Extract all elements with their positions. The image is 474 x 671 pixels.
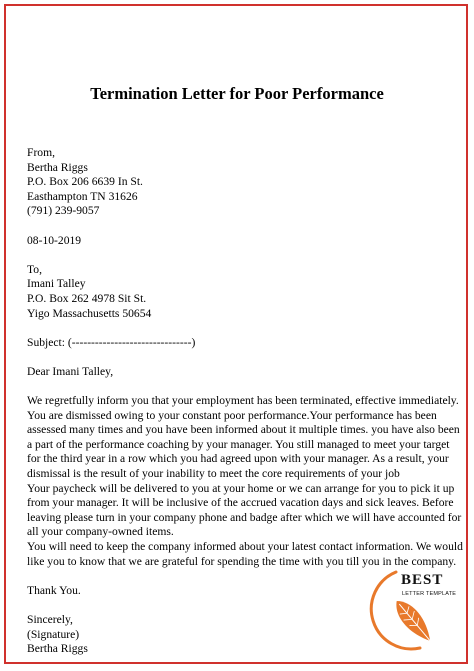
recipient-label: To, [27,262,42,276]
letter-title: Termination Letter for Poor Performance [90,84,384,103]
recipient-block [27,263,447,321]
subject-line: Subject: (-------------------------------) [27,335,196,349]
recipient-address-2: Yigo Massachusetts 50654 [27,306,152,320]
body-line: dismissal is the result of your inability to meet the core requirements of your job [27,467,400,481]
logo-brand-text: BEST [401,572,444,588]
closing-signature: (Signature) [27,627,80,641]
body-line: all your company-owned items. [27,525,174,539]
sender-address-1: P.O. Box 206 6639 In St. [27,175,143,189]
body-line: leaving please turn in your company phone and badge after which we will have accounted for [27,510,462,524]
body-line: You will need to keep the company informed about your latest contact information. We would [27,540,463,554]
sender-phone: (791) 239-9057 [27,204,100,218]
closing-sincerely: Sincerely, [27,613,73,626]
body-paragraph [27,394,463,569]
closing-name: Bertha Riggs [27,642,88,656]
body-line: Your paycheck will be delivered to you at your home or we can arrange for you to pick it up [27,481,455,495]
thanks-line: Thank You. [27,583,81,597]
body-line: You are dismissed owing to your constant poor performance.Your performance has been [27,408,437,422]
recipient-name: Imani Talley [27,277,86,291]
body-line: for the third year in a row which you had agreed upon with your manager. As a result, your [27,452,449,466]
body-line: from your manager. It will be inclusive of the accrued vacation days and sick leaves. Before [27,496,454,510]
body-line: like you to know that we are grateful for spending the time with you till you in the company. [27,554,457,568]
sender-address-2: Easthampton TN 31626 [27,189,138,203]
best-letter-template-logo [368,566,464,652]
body-line: assessed many times and you have been informed about it multiple times. you have also been [27,423,460,437]
sender-block [27,146,447,219]
sender-label: From, [27,146,56,159]
recipient-address-1: P.O. Box 262 4978 Sit St. [27,291,147,305]
body-line: We regretfully inform you that your employment has been terminated, effective immediately. [27,394,459,408]
sender-name: Bertha Riggs [27,160,88,174]
salutation-block [27,365,447,380]
subject-block [27,336,447,351]
letter-date: 08-10-2019 [27,233,82,247]
salutation: Dear Imani Talley, [27,364,114,378]
body-line: a part of the performance coaching by your manager. You still managed to meet your target [27,437,450,451]
date-block [27,234,447,249]
logo-tagline-text: LETTER TEMPLATE [402,591,457,597]
